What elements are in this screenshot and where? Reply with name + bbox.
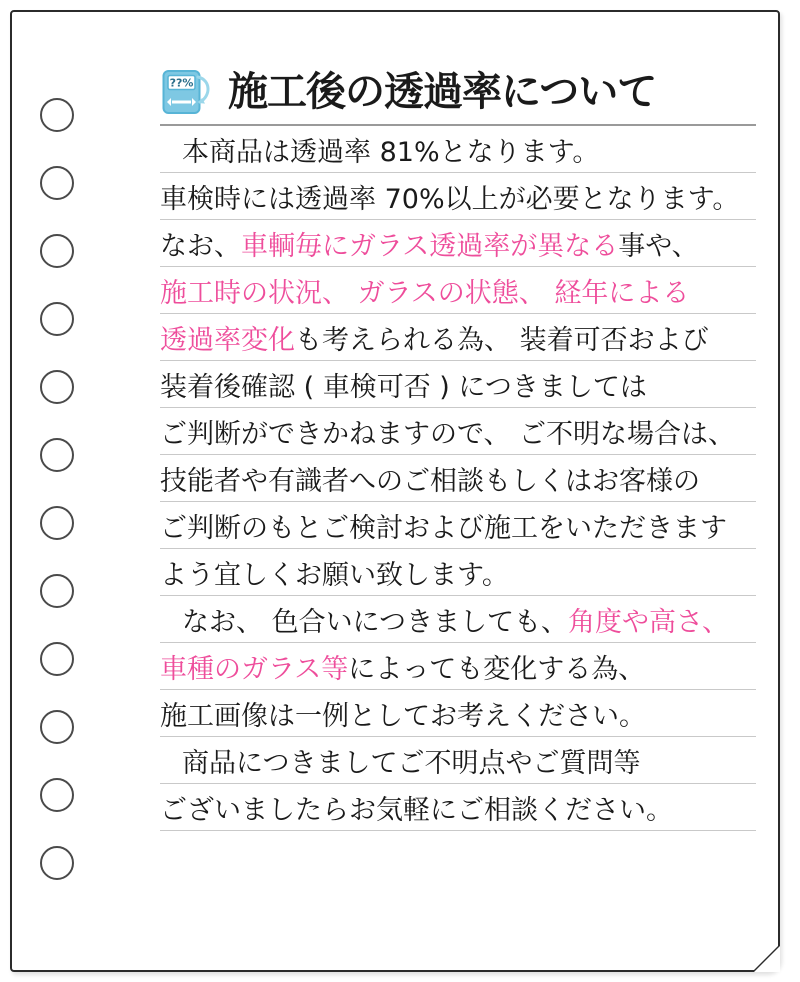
body-text: 事や、 <box>618 231 699 262</box>
page-title: 施工後の透過率について <box>228 69 657 115</box>
punch-hole-column <box>40 98 86 898</box>
body-text: によっても変化する為、 <box>348 654 646 685</box>
punch-hole <box>40 710 74 744</box>
document-content <box>160 52 756 831</box>
page-fold-corner <box>754 946 780 972</box>
text-line <box>160 549 756 596</box>
body-text: ございましたらお気軽にご相談ください。 <box>160 795 673 826</box>
body-text: ご判断のもとご検討および施工をいただきます <box>160 513 727 544</box>
body-text: 商品につきましてご不明点やご質問等 <box>182 748 641 779</box>
highlighted-text: 車種のガラス等 <box>160 654 349 685</box>
body-text: なお、 色合いにつきましても、 <box>182 607 569 638</box>
body-text: 本商品は透過率 81%となります。 <box>182 137 600 168</box>
text-line <box>160 455 756 502</box>
text-line <box>160 502 756 549</box>
svg-text:??%: ??% <box>169 76 194 90</box>
text-line <box>160 314 756 361</box>
body-text: 技能者や有識者へのご相談もしくはお客様の <box>160 466 700 497</box>
highlighted-text: 角度や高さ、 <box>568 607 729 638</box>
body-text: なお、 <box>160 231 241 262</box>
body-text: 車検時には透過率 70%以上が必要となります。 <box>160 184 740 215</box>
highlighted-text: 透過率変化 <box>160 325 295 356</box>
punch-hole <box>40 574 74 608</box>
transparency-meter-icon <box>162 68 214 116</box>
text-line <box>160 408 756 455</box>
punch-hole <box>40 234 74 268</box>
body-text: 施工画像は一例としてお考えください。 <box>160 701 646 732</box>
text-line <box>160 737 756 784</box>
text-line <box>160 643 756 690</box>
punch-hole <box>40 166 74 200</box>
punch-hole <box>40 506 74 540</box>
body-text: よう宜しくお願い致します。 <box>160 560 509 591</box>
body-text: 装着後確認 ( 車検可否 ) につきましては <box>160 372 647 403</box>
punch-hole <box>40 846 74 880</box>
text-line <box>160 267 756 314</box>
highlighted-text: 車輌毎にガラス透過率が異なる <box>241 231 619 262</box>
text-line <box>160 690 756 737</box>
punch-hole <box>40 98 74 132</box>
document-header <box>160 52 756 124</box>
punch-hole <box>40 438 74 472</box>
text-line <box>160 220 756 267</box>
punch-hole <box>40 778 74 812</box>
text-line <box>160 361 756 408</box>
body-text: も考えられる為、 装着可否および <box>295 325 709 356</box>
text-line <box>160 596 756 643</box>
highlighted-text: 施工時の状況、 ガラスの状態、 経年による <box>160 278 690 309</box>
punch-hole <box>40 642 74 676</box>
notepad-sheet <box>10 10 780 972</box>
body-text: ご判断ができかねますので、 ご不明な場合は、 <box>160 419 736 450</box>
ruled-text-body <box>160 126 756 831</box>
text-line <box>160 126 756 173</box>
text-line <box>160 784 756 831</box>
punch-hole <box>40 302 74 336</box>
punch-hole <box>40 370 74 404</box>
text-line <box>160 173 756 220</box>
